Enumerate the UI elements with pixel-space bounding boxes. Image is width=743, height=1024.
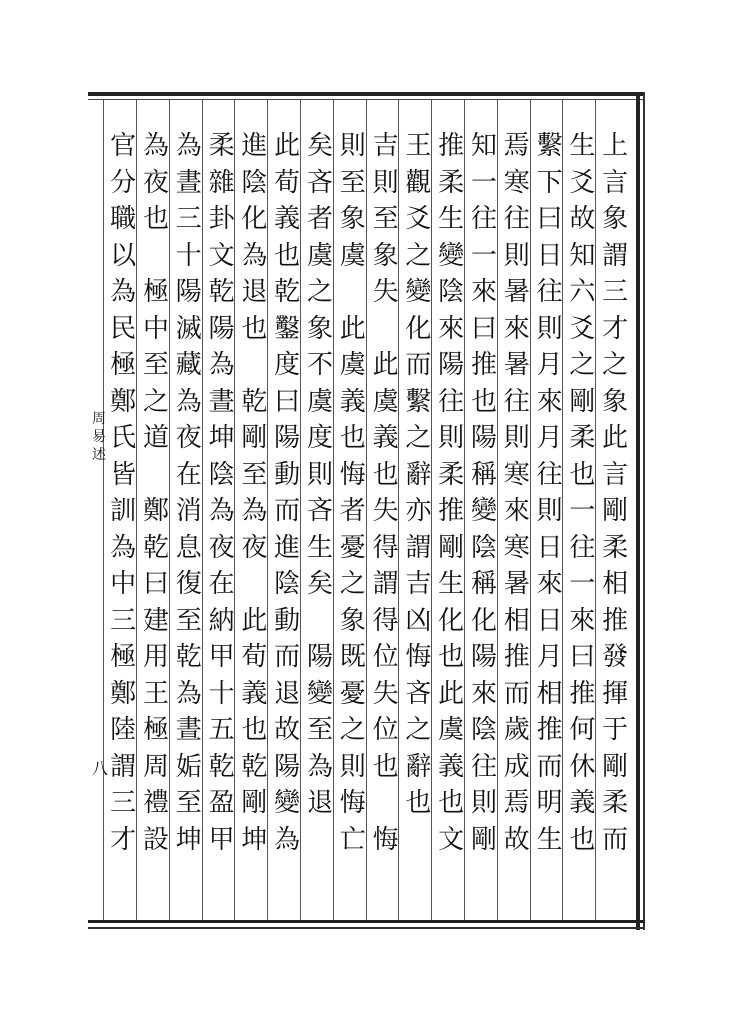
text-column-11: 此 荀 義 也 乾 鑿 度 曰 陽 動 而 進 陰 動 而 退 故 陽 變 為 xyxy=(274,131,301,855)
text-column-8: 吉 則 至 象 失 此 虞 義 也 失 得 謂 得 位 失 位 也 悔 xyxy=(372,131,399,855)
margin-page-number: 八 xyxy=(92,759,109,778)
text-column-1: 上 言 象 謂 三 才 之 象 此 言 剛 柔 相 推 發 揮 于 剛 柔 而 xyxy=(602,131,629,855)
text-column-16: 官 分 職 以 為 民 極 鄭 氏 皆 訓 為 中 三 極 鄭 陸 謂 三 才 xyxy=(110,131,137,855)
text-column-12: 進 陰 化 為 退 也 乾 剛 至 為 夜 此 荀 義 也 乾 剛 坤 xyxy=(241,131,268,855)
text-column-4: 焉 寒 往 則 暑 來 暑 往 則 寒 來 寒 暑 相 推 而 歲 成 焉 故 xyxy=(503,131,530,855)
frame-bottom-outer-border xyxy=(88,927,645,929)
frame-right-outer-border xyxy=(643,92,645,930)
text-column-13: 柔 雜 卦 文 乾 陽 為 晝 坤 陰 為 夜 在 納 甲 十 五 乾 盈 甲 xyxy=(208,131,235,855)
frame-top-border xyxy=(88,92,645,96)
text-column-7: 王 觀 爻 之 變 化 而 繫 之 辭 亦 謂 吉 凶 悔 吝 之 辭 也 xyxy=(405,131,432,818)
text-column-15: 為 夜 也 極 中 至 之 道 鄭 乾 曰 建 用 王 極 周 禮 設 xyxy=(142,131,169,855)
column-rule xyxy=(103,100,104,920)
text-column-6: 推 柔 生 變 陰 來 陽 往 則 柔 推 剛 生 化 也 此 虞 義 也 文 xyxy=(438,131,465,855)
frame-right-border xyxy=(636,92,640,930)
text-column-10: 矣 吝 者 虞 之 象 不 虞 度 則 吝 生 矣 陽 變 至 為 退 xyxy=(306,131,333,818)
text-column-9: 則 至 象 虞 此 虞 義 也 悔 者 憂 之 象 既 憂 之 則 悔 亡 xyxy=(339,131,366,855)
frame-bottom-border xyxy=(88,920,645,923)
text-column-14: 為 晝 三 十 陽 滅 藏 為 夜 在 消 息 復 至 乾 為 晝 姤 至 坤 xyxy=(175,131,202,855)
text-column-3: 繫 下 曰 日 往 則 月 來 月 往 則 日 來 日 月 相 推 而 明 生 xyxy=(536,131,563,855)
text-column-2: 生 爻 故 知 六 爻 之 剛 柔 也 一 往 一 來 曰 推 何 休 義 也 xyxy=(569,131,596,855)
text-column-5: 知 一 往 一 來 曰 推 也 陽 稱 變 陰 稱 化 陽 來 陰 往 則 剛 xyxy=(470,131,497,855)
margin-title: 周 易 述 xyxy=(92,411,106,463)
